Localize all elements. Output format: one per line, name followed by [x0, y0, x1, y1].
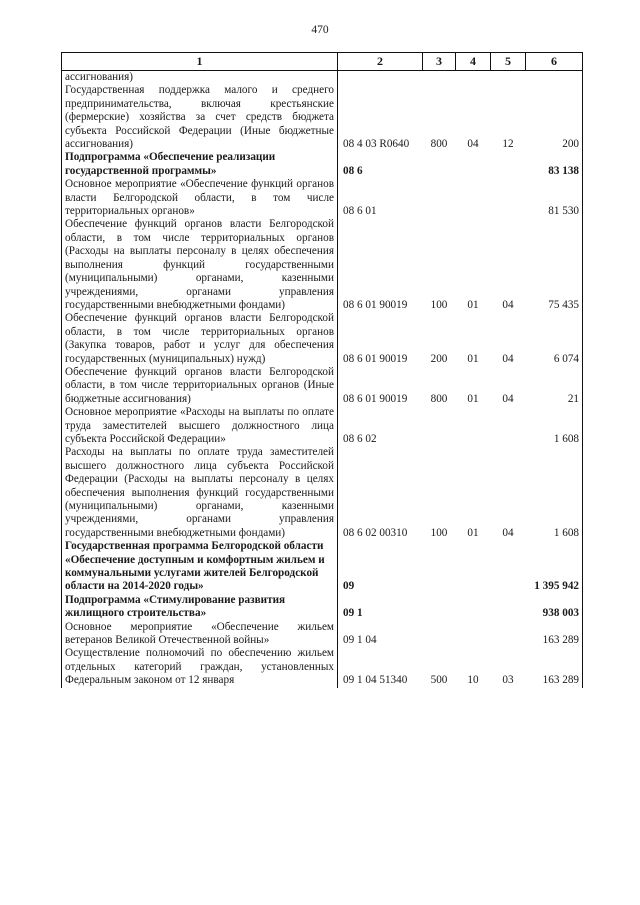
row-amount: 6 074: [526, 312, 583, 366]
row-amount: 1 608: [526, 406, 583, 446]
row-amount: 938 003: [526, 594, 583, 621]
row-code: 08 6 01: [343, 205, 377, 218]
table-row: [62, 594, 583, 621]
row-section: [456, 621, 491, 648]
row-amount: 163 289: [526, 647, 583, 687]
row-section: [456, 594, 491, 621]
row-subsection: [491, 71, 526, 85]
row-expense-type: 100: [430, 526, 448, 539]
row-section: 01: [467, 526, 479, 539]
row-code: 08 6 01 90019: [343, 352, 408, 365]
row-expense-type: [423, 178, 456, 218]
row-name: Основное мероприятие «Обеспечение жильем ветеранов Великой Отечественной войны»: [62, 621, 338, 648]
row-name: Обеспечение функций органов власти Белгородской области, в том числе территориальных органов (Закупка товаров, работ и услуг для обеспечения государственных (муниципальных) нужд): [62, 312, 338, 366]
row-amount: 200: [526, 84, 583, 151]
table-row: [62, 151, 583, 178]
row-amount: 81 530: [526, 178, 583, 218]
row-expense-type: [423, 540, 456, 594]
row-subsection: 04: [502, 392, 514, 405]
row-amount: 1 608: [526, 446, 583, 540]
row-expense-type: 800: [430, 392, 448, 405]
row-subsection: 12: [502, 138, 514, 151]
row-name: Подпрограмма «Стимулирование развития жилищного строительства»: [62, 594, 338, 621]
row-code: 09 1: [343, 607, 363, 620]
table-row: [62, 71, 583, 85]
table-header-row: [62, 53, 583, 71]
row-subsection: [491, 621, 526, 648]
table-row: [62, 218, 583, 312]
row-name: Государственная поддержка малого и среднего предпринимательства, включая крестьянские (фермерские) хозяйства за счет средств бюджета субъекта Российской Федерации (Иные бюджетные ассигнования): [62, 84, 338, 151]
row-expense-type: [423, 594, 456, 621]
row-amount: 75 435: [526, 218, 583, 312]
row-code: 08 6 01 90019: [343, 392, 408, 405]
row-subsection: 04: [502, 526, 514, 539]
row-code: [338, 71, 423, 85]
column-header: 5: [491, 53, 526, 71]
row-subsection: [491, 540, 526, 594]
page-number: 470: [311, 24, 329, 36]
table-row: [62, 621, 583, 648]
row-section: [456, 151, 491, 178]
row-section: [456, 540, 491, 594]
row-subsection: 03: [502, 674, 514, 687]
row-section: 01: [467, 298, 479, 311]
table-row: [62, 366, 583, 406]
row-name: Обеспечение функций органов власти Белгородской области, в том числе территориальных органов (Иные бюджетные ассигнования): [62, 366, 338, 406]
row-code: 08 4 03 R0640: [343, 138, 410, 151]
row-code: 09 1 04 51340: [343, 674, 408, 687]
row-expense-type: [423, 151, 456, 178]
row-name: Обеспечение функций органов власти Белгородской области, в том числе территориальных органов (Расходы на выплаты персоналу в целях обеспечения выполнения функций государственными (муниципальными) органами, казенными учреждениями, органами управления государственными внебюджетными фондами): [62, 218, 338, 312]
row-section: [456, 406, 491, 446]
row-section: 01: [467, 352, 479, 365]
row-name: Основное мероприятие «Расходы на выплаты по оплате труда заместителей высшего должностного лица субъекта Российской Федерации»: [62, 406, 338, 446]
row-amount: 163 289: [526, 621, 583, 648]
column-header: 1: [62, 53, 338, 71]
row-amount: 1 395 942: [526, 540, 583, 594]
budget-table: [61, 52, 583, 688]
row-name: Осуществление полномочий по обеспечению жильем отдельных категорий граждан, установленных Федеральным законом от 12 января: [62, 647, 338, 687]
table-row: [62, 84, 583, 151]
row-code: 08 6 01 90019: [343, 298, 408, 311]
row-expense-type: 100: [430, 298, 448, 311]
row-amount: [526, 71, 583, 85]
table-row: [62, 312, 583, 366]
row-section: [456, 178, 491, 218]
column-header: 3: [423, 53, 456, 71]
row-expense-type: 500: [430, 674, 448, 687]
column-header: 4: [456, 53, 491, 71]
table-row: [62, 178, 583, 218]
row-subsection: 04: [502, 352, 514, 365]
row-expense-type: [423, 71, 456, 85]
row-amount: 21: [526, 366, 583, 406]
row-code: 09 1 04: [343, 634, 377, 647]
row-code: 08 6 02 00310: [343, 526, 408, 539]
table-row: [62, 446, 583, 540]
row-expense-type: 800: [430, 138, 448, 151]
row-subsection: [491, 151, 526, 178]
table-row: [62, 540, 583, 594]
row-subsection: 04: [502, 298, 514, 311]
row-name: Основное мероприятие «Обеспечение функций органов власти Белгородской области, в том числе территориальных органов»: [62, 178, 338, 218]
row-subsection: [491, 178, 526, 218]
table-row: [62, 406, 583, 446]
row-name: ассигнования): [62, 71, 338, 85]
row-code: 08 6 02: [343, 432, 377, 445]
row-code: 09: [343, 580, 355, 593]
row-subsection: [491, 406, 526, 446]
row-subsection: [491, 594, 526, 621]
row-section: 10: [467, 674, 479, 687]
table-row: [62, 647, 583, 687]
row-name: Подпрограмма «Обеспечение реализации государственной программы»: [62, 151, 338, 178]
row-expense-type: [423, 621, 456, 648]
row-amount: 83 138: [526, 151, 583, 178]
row-section: [456, 71, 491, 85]
column-header: 2: [338, 53, 423, 71]
row-code: 08 6: [343, 164, 363, 177]
row-name: Расходы на выплаты по оплате труда заместителей высшего должностного лица субъекта Российской Федерации (Расходы на выплаты персоналу в целях обеспечения выполнения функций государственными (муниципальными) органами, казенными учреждениями, органами управления государственными внебюджетными фондами): [62, 446, 338, 540]
row-section: 04: [467, 138, 479, 151]
row-expense-type: [423, 406, 456, 446]
row-expense-type: 200: [430, 352, 448, 365]
row-name: Государственная программа Белгородской области «Обеспечение доступным и комфортным жильем и коммунальными услугами жителей Белгородской области на 2014-2020 годы»: [62, 540, 338, 594]
row-section: 01: [467, 392, 479, 405]
column-header: 6: [526, 53, 583, 71]
